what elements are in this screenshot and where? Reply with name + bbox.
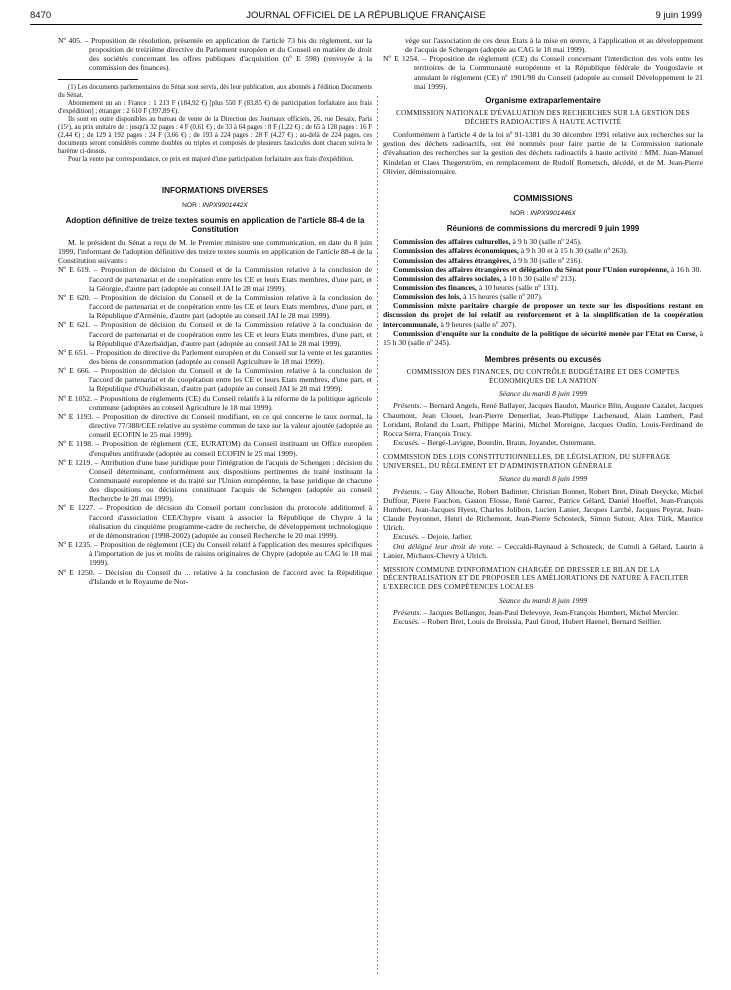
header-rule <box>30 24 702 25</box>
reunion-item <box>383 329 703 347</box>
footnote-4: Pour la vente par correspondance, ce prix est majoré d'une participation forfaitaire aux frais d'expédition. <box>68 155 354 163</box>
membres-title: Membres présents ou excusés <box>484 355 602 365</box>
reunion-time: à 9 heures (salle nº 207). <box>438 319 517 329</box>
lois-presents <box>383 487 703 533</box>
item-text: – Proposition de règlement (CE) du Conseil concernant l'interdiction des vols entre les territoires de la Communauté européenne et la République fédérale de Yougoslavie et annulant le règlement (CE) nº 1901/98 du Conseil (adoptée au conseil Développement le 21 mai 1999). <box>414 54 703 91</box>
item-number: Nº E 619. <box>58 265 91 275</box>
reunion-time: à 10 h 30 (salle nº 213). <box>501 273 577 283</box>
reunion-time: à 9 h 30 (salle nº 216). <box>511 255 583 265</box>
excuses-list: – Bergé-Lavigne, Bourdin, Braun, Joyandet, Ostermann. <box>419 438 596 448</box>
presents-list: – Jacques Bellanger, Jean-Paul Delevoye, Jean-François Humbert, Michel Mercier. <box>421 607 679 617</box>
reunion-time: à 10 heures (salle nº 131). <box>476 283 559 292</box>
column-divider <box>377 96 378 976</box>
commission-finances-name: COMMISSION DES FINANCES, DU CONTRÔLE BUDGÉTAIRE ET DES COMPTES ÉCONOMIQUES DE LA NATION <box>406 368 680 385</box>
item-text: – Proposition de règlement (CE, EURATOM) du Conseil instituant un Office européen d'enquêtes antifraude (adoptée au conseil ECOFIN le 25 mai 1999). <box>89 439 372 458</box>
mission-name: MISSION COMMUNE D'INFORMATION CHARGÉE DE DRESSER LE BILAN DE LA DÉCENTRALISATION ET DE PROPOSER LES AMÉLIORATIONS DE NATURE À FACILITER L'EXERCICE DES COMPÉTENCES LOCALES <box>383 565 689 591</box>
item-number: Nº E 1235. <box>58 540 93 550</box>
item-number: Nº E 621. <box>58 320 91 330</box>
nor-label: NOR : <box>510 210 529 218</box>
intro-paragraph: M. le président du Sénat a reçu de M. le Premier ministre une communication, en date du 8 juin 1999, l'informant de l'adoption définitive des treize textes soumis en application de l'article 88-4 de la Constitution suivants : <box>58 237 372 266</box>
seance-lois: Séance du mardi 8 juin 1999 <box>498 474 588 484</box>
reunions-list <box>383 237 703 347</box>
reunion-item <box>383 283 703 292</box>
item-text: – Attribution d'une base juridique pour l'intégration de l'acquis de Schengen : décision du Conseil déterminant, conformément aux dispositions pertinentes du traité instituant la Communauté européenne et du traité sur l'Union européenne, la base juridique de chacune des dispositions ou décisions constituant l'acquis de Schengen (adoptée au conseil Recherche le 20 mai 1999). <box>89 457 372 504</box>
excuses-label: Excusés. <box>393 438 420 448</box>
list-item <box>58 265 372 292</box>
item-text: – Proposition de directive du Conseil modifiant, en ce qui concerne le taux normal, la directive 77/388/CEE relative au système commun de taxe sur la valeur ajoutée (adoptée au conseil ECOFIN le 25 mai 1999). <box>89 411 372 440</box>
item-number: Nº E 1219. <box>58 457 93 467</box>
continued-item: vège sur l'association de ces deux Etats à la mise en œuvre, à l'application et au développement de l'acquis de Schengen (adoptée au CAG le 18 mai 1999). <box>405 36 703 55</box>
section-title-commissions: COMMISSIONS <box>513 193 573 203</box>
presents-label: Présents. <box>393 486 422 496</box>
organisme-name: COMMISSION NATIONALE D'ÉVALUATION DES RECHERCHES SUR LA GESTION DES DÉCHETS RADIOACTIFS À HAUTE ACTIVITÉ <box>396 108 690 126</box>
resolution-405 <box>58 36 372 73</box>
reunion-time: à 15 h 30 (salle nº 245). <box>383 328 703 347</box>
list-item <box>58 348 372 366</box>
lois-delegue <box>383 542 703 560</box>
item-number: Nº E 651. <box>58 347 89 357</box>
reunion-item <box>383 292 703 301</box>
reunions-title: Réunions de commissions du mercredi 9 juin 1999 <box>446 224 640 234</box>
footnote-separator <box>58 79 138 80</box>
reunion-item <box>383 237 703 246</box>
seance-mission: Séance du mardi 8 juin 1999 <box>498 595 588 605</box>
list-item <box>58 366 372 393</box>
seance-finances: Séance du mardi 8 juin 1999 <box>498 389 588 399</box>
nor-code: INPX9901446X <box>530 210 576 218</box>
footnote-2: Abonnement un an : France : 1 213 F (184,92 €) [plus 550 F (83,85 €) de participation forfaitaire aux frais d'expédition] ; étranger : 2 610 F (397,89 €). <box>58 99 372 115</box>
list-item <box>58 293 372 320</box>
commission-name: Commission des finances, <box>393 283 477 292</box>
commission-name: Commission des affaires économiques, <box>393 246 519 256</box>
journal-title: JOURNAL OFFICIEL DE LA RÉPUBLIQUE FRANÇAISE <box>246 10 486 21</box>
commission-name: Commission d'enquête sur la conduite de la politique de sécurité menée par l'Etat en Corse, <box>393 328 698 338</box>
reunion-item <box>383 265 703 274</box>
item-text: – Décision du Conseil du ... relative à la conclusion de l'accord avec la République d'Islande et le Royaume de Nor- <box>89 567 373 586</box>
item-number: Nº E 1227. <box>58 503 96 513</box>
commission-name: Commission des affaires culturelles, <box>393 237 511 247</box>
item-number: Nº 405. <box>58 36 82 45</box>
commission-name: Commission des affaires étrangères et délégation du Sénat pour l'Union européenne, <box>393 264 669 274</box>
reunion-item <box>383 256 703 265</box>
footnotes <box>58 84 372 164</box>
presents-label: Présents. <box>393 401 422 411</box>
reunion-time: à 9 h 30 (salle nº 245). <box>510 237 582 247</box>
finances-presents <box>383 401 703 438</box>
item-text: – Proposition de décision du Conseil et de la Commission relative à la conclusion de l'accord de partenariat et de coopération entre les CE et leurs Etats membres, d'une part, et la République d'Arménie, d'autre part (adoptée au conseil JAI le 28 mai 1999). <box>89 292 372 321</box>
delegue-label: Ont délégué leur droit de vote. <box>393 541 495 551</box>
item-text: – Proposition de décision du Conseil et de la Commission relative à la conclusion de l'accord de partenariat et de coopération entre les CE et leurs Etats membres, d'une part, et la République d'Ouzbékistan, d'autre part (adoptée au conseil JAI le 28 mai 1999). <box>89 366 372 394</box>
list-item <box>58 320 372 347</box>
subtitle-adoption: Adoption définitive de treize textes soumis en application de l'article 88-4 de la Constitution <box>65 215 365 234</box>
item-number: Nº E 1193. <box>58 411 94 421</box>
footnote-1: (1) Les documents parlementaires du Sénat sont servis, dès leur publication, aux abonnés à l'édition Documents du Sénat. <box>58 83 372 99</box>
commission-name: Commission des affaires étrangères, <box>393 255 511 265</box>
list-item <box>58 503 372 540</box>
list-item <box>58 540 372 567</box>
page-header <box>30 10 702 24</box>
list-item <box>58 439 372 457</box>
footnote-3: Ils sont en outre disponibles au bureau de vente de la Direction des Journaux officiels, 26, rue Desaix, Paris (15ᵉ), au prix unitaire de : jusqu'à 32 pages : 4 F (0,61 €) ; de 33 à 64 pages : 8 F (1,22 €) ; de 65 à 128 pages : 16 F (2,44 €) ; de 129 à 192 pages : 24 F (3,66 €) ; de 193 à 224 pages : 28 F (4,27 €) ; au-delà de 224 pages, ces documents seront considérés comme doubles ou triples et composés de plusieurs fascicules dont chacun suivra le barème ci-dessus. <box>58 115 372 155</box>
reunion-item <box>383 301 703 328</box>
presents-list: – Bernard Angels, René Ballayer, Jacques Baudot, Maurice Blin, Auguste Cazalet, Jacques Chaumont, Jean Clouet, Jean-Pierre Demerliat, Jean-Philippe Lachenaud, Alain Lambert, Paul Loridant, Roland du Luart, Philippe Marini, Michel Moreigne, Jacques Oudin, Louis-Ferdinand de Rocca Serra, François Trucy. <box>383 401 703 438</box>
mission-presents <box>383 608 703 617</box>
list-item <box>58 394 372 412</box>
item-text: – Propositions de règlements (CE) du Conseil relatifs à la réforme de la politique agricole commune (adoptées au conseil Agriculture le 18 mai 1999). <box>89 393 372 412</box>
item-text: – Proposition de décision du Conseil portant conclusion du protocole additionnel à l'accord d'association CEE/Chypre visant à associer la République de Chypre à la réalisation du cinquième programme-cadre de recherche, de développement technologique et de démonstration (1998-2002) (adoptée au conseil Recherche le 20 mai 1999). <box>89 503 372 540</box>
lois-excuses <box>383 532 703 541</box>
presents-list: – Guy Allouche, Robert Badinter, Christian Bonnet, Robert Bret, Dinah Derycke, Michel Duffour, Pierre Fauchon, Gaston Flosse, René Garrec, Patrice Gélard, Daniel Hoeffel, Jean-François Humbert, Jean-Jacques Hyest, Charles Jolibois, Lucien Lanier, Jacques Larché, Jacques Peyrat, Jean-Claude Peyronnet, Henri de Richemont, Jean-Pierre Schosteck, Simon Sutour, Alex Türk, Maurice Ulrich. <box>383 486 703 533</box>
presents-label: Présents. <box>393 607 422 617</box>
item-text: – Proposition de résolution, présentée en application de l'article 73 bis du règlement, sur la proposition de treizième directive du Parlement européen et du Conseil en matière de droit des sociétés concernant les offres publiques d'acquisition (nº E 598) (renvoyée à la commission des finances). <box>84 36 373 73</box>
left-column <box>58 36 372 586</box>
item-e1254 <box>383 54 703 91</box>
reunion-time: à 16 h 30. <box>668 264 702 274</box>
item-number: Nº E 666. <box>58 366 91 376</box>
list-item <box>58 458 372 504</box>
item-number: Nº E 620. <box>58 292 91 302</box>
item-number: Nº E 1052. <box>58 393 93 403</box>
page-number: 8470 <box>30 10 52 21</box>
item-number: Nº E 1250. <box>58 567 95 577</box>
nor-code: INPX9901442X <box>202 201 248 209</box>
excuses-list: – Dejoie, Jarlier. <box>419 532 473 542</box>
list-item <box>58 568 372 586</box>
excuses-list: – Robert Bret, Louis de Broissia, Paul Girod, Hubert Haenel, Bernard Seillier. <box>419 616 662 626</box>
list-item <box>58 412 372 439</box>
commission-name: Commission des lois, <box>393 292 462 302</box>
issue-date: 9 juin 1999 <box>655 10 702 21</box>
commission-name: Commission mixte paritaire chargée de proposer un texte sur les dispositions restant en discussion du projet de loi relatif au renforcement et à la simplification de la coopération intercommunale, <box>383 301 703 329</box>
item-text: – Proposition de directive du Parlement européen et du Conseil sur la vente et les garanties des biens de consommation (adoptée au conseil Agriculture le 18 mai 1999). <box>89 347 373 366</box>
item-text: – Proposition de décision du Conseil et de la Commission relative à la conclusion de l'accord de partenariat et de coopération entre les CE et leurs Etats membres, d'une part, et la République d'Azerbaïdjan, d'autre part (adoptée au conseil JAI le 28 mai 1999). <box>89 320 372 348</box>
texts-list <box>58 265 372 585</box>
reunion-item <box>383 274 703 283</box>
nor-label: NOR : <box>182 201 201 209</box>
reunion-item <box>383 246 703 255</box>
reunion-time: à 9 h 30 et à 15 h 30 (salle nº 263). <box>518 246 628 256</box>
nor-reference-commissions <box>383 209 703 218</box>
commission-lois-name: COMMISSION DES LOIS CONSTITUTIONNELLES, DE LÉGISLATION, DU SUFFRAGE UNIVERSEL, DU RÈGLEMENT ET D'ADMINISTRATION GÉNÉRALE <box>383 453 671 470</box>
excuses-label: Excusés. <box>393 616 420 626</box>
item-text: – Proposition de règlement (CE) du Conseil relatif à l'application des mesures spécifiques à l'importation de jus et moûts de raisins originaires de Chypre (adoptée au CAG le 18 mai 1999). <box>89 540 373 568</box>
delegue-list: – Ceccaldi-Raynaud à Schosteck, de Cuttoli à Gélard, Laurin à Lanier, Michaux-Chevry à Ulrich. <box>383 541 703 560</box>
nor-reference <box>58 201 372 210</box>
finances-excuses <box>383 438 703 447</box>
right-column <box>383 36 703 626</box>
item-text: – Proposition de décision du Conseil et de la Commission relative à la conclusion de l'accord de partenariat et de coopération entre les CE et leurs Etats membres, d'une part, et la Géorgie, d'autre part (adoptée au conseil JAI le 28 mai 1999). <box>89 265 372 293</box>
reunion-time: à 15 heures (salle nº 207). <box>461 292 543 302</box>
organisme-text: Conformément à l'article 4 de la loi nº 91-1381 du 30 décembre 1991 relative aux recherches sur la gestion des déchets radioactifs, ont été nommés pour faire partie de la Commission nationale d'évaluation des recherches sur la gestion des déchets radioactifs à haute activité : MM. Juan-Manuel Kindelan et Claes Thegerström, en remplacement de Rudolf Rometsch, décédé, et de M. Jean-Pierre Olivier, démissionnaire. <box>383 130 703 176</box>
mission-excuses <box>383 617 703 626</box>
item-number: Nº E 1254. <box>383 54 420 64</box>
section-title-informations: INFORMATIONS DIVERSES <box>161 185 269 195</box>
item-number: Nº E 1198. <box>58 439 94 449</box>
organisme-title: Organisme extraparlementaire <box>485 95 601 105</box>
commission-name: Commission des affaires sociales, <box>393 273 502 283</box>
excuses-label: Excusés. <box>393 532 420 542</box>
